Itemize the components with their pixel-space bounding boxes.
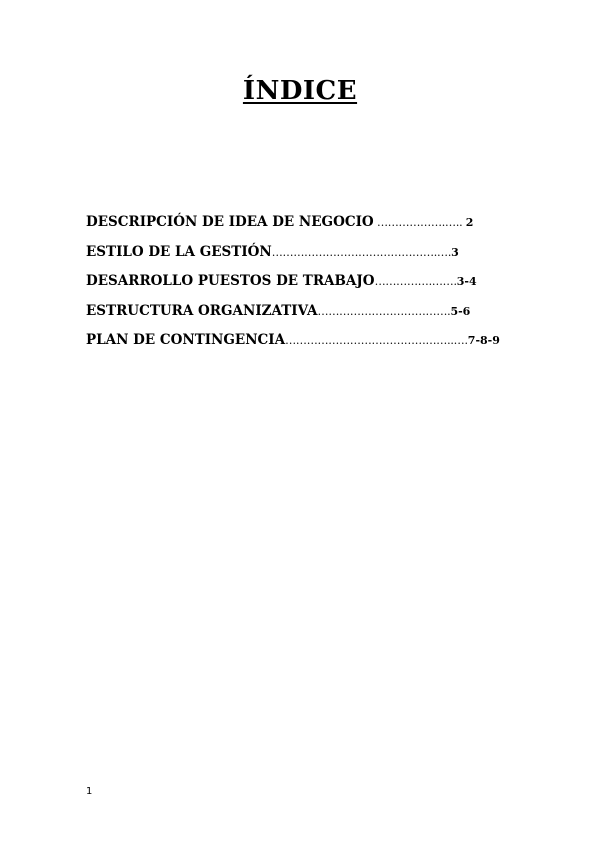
toc-entry-label: DESARROLLO PUESTOS DE TRABAJO [86,273,375,289]
toc-entry-plan [86,328,500,358]
toc-entry-page: 7-8-9 [467,334,500,347]
toc-entry-label: ESTILO DE LA GESTIÓN [86,243,272,260]
toc-entry-leader: ……………….….. [373,216,466,229]
toc-entry-page: 3 [451,245,459,259]
toc-entry-label: PLAN DE CONTINGENCIA [86,332,286,348]
toc-entry-estructura [86,299,500,329]
toc-entry-leader: ………………………………. [317,304,451,318]
toc-entry-label: DESCRIPCIÓN DE IDEA DE NEGOCIO [86,214,374,230]
toc-entry-leader: ……………………………………….…. [271,245,452,259]
toc-entry-leader: …………….……. [374,275,457,288]
toc-entry-leader: ………………………………………..…. [285,334,468,347]
table-of-contents [86,210,500,358]
page-number: 1 [86,786,93,797]
toc-entry-estilo [86,240,500,270]
toc-entry-descripcion [86,210,500,240]
toc-entry-desarrollo [86,269,500,299]
toc-entry-page: 2 [465,216,474,229]
toc-entry-label: ESTRUCTURA ORGANIZATIVA [86,302,318,319]
page-title: ÍNDICE [242,76,358,106]
toc-entry-page: 3-4 [456,275,477,288]
toc-entry-page: 5-6 [450,304,471,318]
